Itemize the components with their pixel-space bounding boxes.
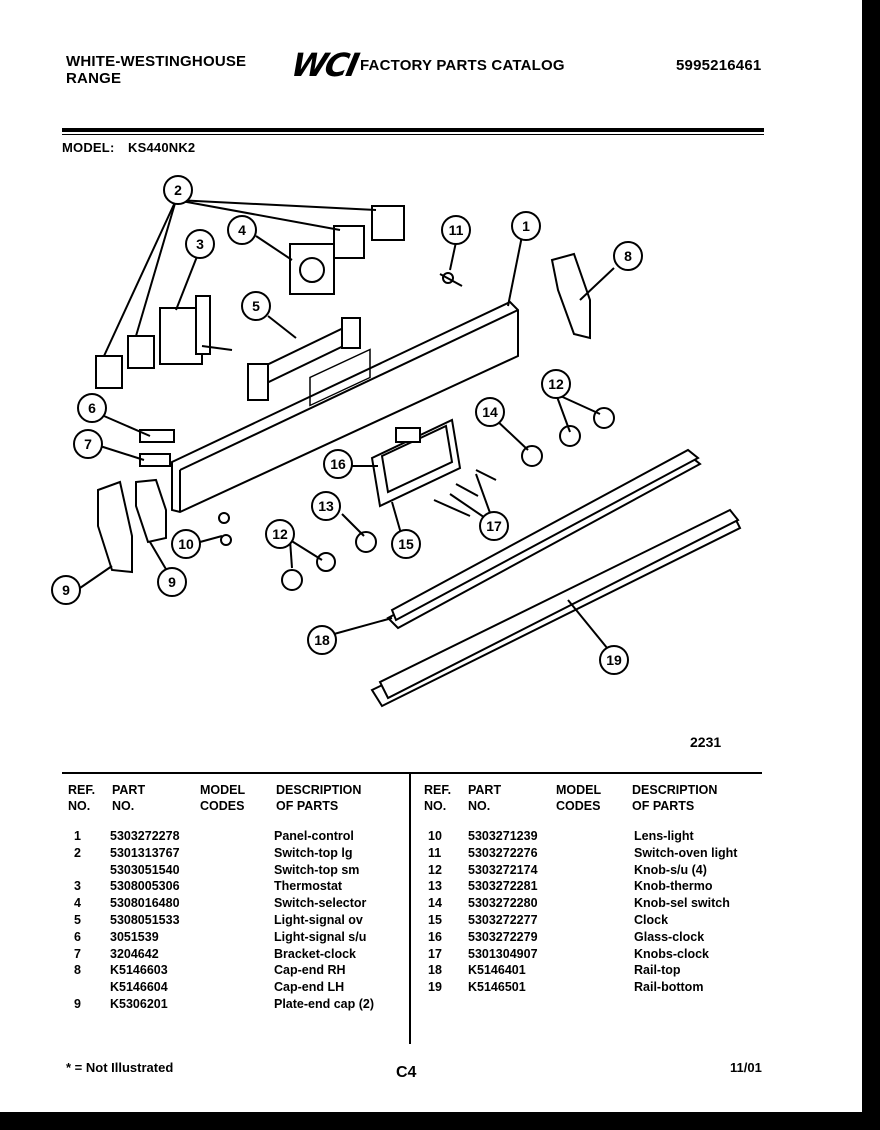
part-description: Knob-sel switch [634, 896, 730, 911]
part-description: Knobs-clock [634, 946, 710, 961]
svg-text:13: 13 [318, 498, 334, 514]
callout-12-right [542, 370, 570, 398]
part-description: Switch-top lg [274, 845, 353, 860]
part-number: 5301304907 [468, 946, 538, 961]
ref-number: 3 [74, 879, 81, 894]
header-desc-left: DESCRIPTION OF PARTS [276, 783, 362, 813]
svg-text:4: 4 [238, 222, 246, 238]
header-model-right: MODEL CODES [556, 783, 602, 813]
part-number: 5308051533 [110, 913, 180, 927]
ref-number: 13 [428, 879, 442, 894]
callout-8-right [614, 242, 642, 270]
header-rule-thin [62, 134, 764, 135]
part-description: Rail-bottom [634, 980, 704, 995]
callout-12-left [266, 520, 294, 548]
svg-text:14: 14 [482, 404, 498, 420]
table-divider [409, 772, 411, 1044]
header-rule [62, 128, 764, 132]
part-number: 5308005306 [110, 879, 180, 894]
part-number: K5146603 [110, 963, 168, 978]
callout-18 [308, 626, 336, 654]
header-ref-right: REF. NO. [424, 783, 452, 813]
svg-text:19: 19 [606, 652, 622, 668]
callout-10 [172, 530, 200, 558]
ref-number: 7 [74, 946, 81, 961]
part-number: 5308016480 [110, 896, 180, 911]
callout-4 [228, 216, 256, 244]
callout-16 [324, 450, 352, 478]
brand-line-1: WHITE-WESTINGHOUSE [66, 53, 247, 70]
part-number: K5306201 [110, 997, 168, 1011]
part-number: 5303271239 [468, 829, 538, 843]
part-number: K5146401 [468, 963, 526, 978]
part-description: Panel-control [274, 829, 354, 843]
header-desc-right: DESCRIPTION OF PARTS [632, 783, 718, 813]
ref-number: 14 [428, 896, 442, 911]
part-number: K5146501 [468, 980, 526, 995]
callout-2 [164, 176, 192, 204]
svg-text:15: 15 [398, 536, 414, 552]
callout-3 [186, 230, 214, 258]
callout-15 [392, 530, 420, 558]
svg-text:12: 12 [272, 526, 288, 542]
svg-text:9: 9 [62, 582, 70, 598]
ref-number: 12 [428, 862, 442, 877]
wci-logo: WCI [287, 46, 361, 84]
header-ref-left: REF. NO. [68, 783, 96, 813]
header-part-left: PART NO. [112, 783, 146, 813]
part-description: Switch-selector [274, 896, 367, 911]
part-description: Glass-clock [634, 929, 705, 944]
part-number: 5303051540 [110, 862, 180, 877]
svg-text:11: 11 [448, 222, 464, 238]
svg-text:1: 1 [522, 218, 530, 234]
part-description: Plate-end cap (2) [274, 997, 375, 1011]
part-description: Cap-end RH [274, 963, 346, 978]
svg-text:17: 17 [486, 518, 502, 534]
header-model-left: MODEL CODES [200, 783, 246, 813]
ref-number: 8 [74, 963, 81, 978]
svg-text:7: 7 [84, 436, 92, 452]
callout-14 [476, 398, 504, 426]
catalog-number: 5995216461 [676, 57, 762, 74]
ref-number: 19 [428, 980, 442, 995]
part-description: Switch-oven light [634, 845, 738, 860]
part-description: Bracket-clock [274, 946, 356, 961]
footnote: * = Not Illustrated [66, 1060, 174, 1075]
part-number: 5303272276 [468, 845, 538, 860]
part-description: Knob-s/u (4) [634, 862, 707, 877]
ref-number: 6 [74, 929, 81, 944]
revision-date: 11/01 [730, 1060, 762, 1075]
page-code: C4 [396, 1064, 417, 1081]
ref-number: 5 [74, 913, 81, 927]
exploded-parts-diagram [0, 150, 860, 770]
part-number: 5301313767 [110, 845, 180, 860]
scan-border-bottom [0, 1112, 880, 1130]
svg-text:5: 5 [252, 298, 260, 314]
part-number: 5303272278 [110, 829, 180, 843]
part-number: 5303272174 [468, 862, 538, 877]
part-description: Thermostat [274, 879, 343, 894]
part-description: Switch-top sm [274, 862, 360, 877]
callout-5 [78, 394, 106, 422]
part-number: 5303272280 [468, 896, 538, 911]
svg-text:12: 12 [548, 376, 564, 392]
part-description: Clock [634, 913, 669, 927]
ref-number: 16 [428, 929, 442, 944]
model-label: MODEL: [62, 140, 115, 155]
part-description: Cap-end LH [274, 980, 345, 995]
scan-border-right [862, 0, 880, 1130]
ref-number: 9 [74, 997, 81, 1011]
ref-number: 1 [74, 829, 81, 843]
part-description: Light-signal ov [274, 913, 363, 927]
header-part-right: PART NO. [468, 783, 502, 813]
svg-text:16: 16 [330, 456, 346, 472]
part-description: Rail-top [634, 963, 681, 978]
model-value: KS440NK2 [128, 140, 196, 155]
svg-text:9: 9 [168, 574, 176, 590]
callout-11 [442, 216, 470, 244]
table-top-rule [62, 772, 762, 774]
svg-text:3: 3 [196, 236, 204, 252]
part-number: K5146604 [110, 980, 168, 995]
ref-number: 4 [74, 896, 81, 911]
ref-number: 15 [428, 913, 442, 927]
callout-19 [600, 646, 628, 674]
part-description: Light-signal s/u [274, 929, 367, 944]
callout-17 [480, 512, 508, 540]
part-number: 5303272281 [468, 879, 538, 894]
part-number: 5303272279 [468, 929, 538, 944]
callout-9-left [52, 576, 80, 604]
ref-number: 11 [428, 845, 442, 860]
svg-text:10: 10 [178, 536, 194, 552]
brand-line-2: RANGE [66, 70, 122, 87]
callout-9-right [158, 568, 186, 596]
ref-number: 10 [428, 829, 442, 843]
svg-text:2: 2 [174, 182, 182, 198]
svg-text:8: 8 [624, 248, 632, 264]
callout-6 [74, 430, 102, 458]
part-description: Knob-thermo [634, 879, 713, 894]
ref-number: 17 [428, 946, 442, 961]
catalog-title: FACTORY PARTS CATALOG [360, 57, 565, 74]
callout-7 [242, 292, 270, 320]
callout-1 [512, 212, 540, 240]
figure-number: 2231 [690, 734, 722, 750]
callout-13 [312, 492, 340, 520]
svg-text:6: 6 [88, 400, 96, 416]
svg-text:18: 18 [314, 632, 330, 648]
ref-number: 18 [428, 963, 442, 978]
part-description: Lens-light [634, 829, 694, 843]
part-number: 5303272277 [468, 913, 538, 927]
part-number: 3051539 [110, 929, 159, 944]
part-number: 3204642 [110, 946, 159, 961]
ref-number: 2 [74, 845, 81, 860]
